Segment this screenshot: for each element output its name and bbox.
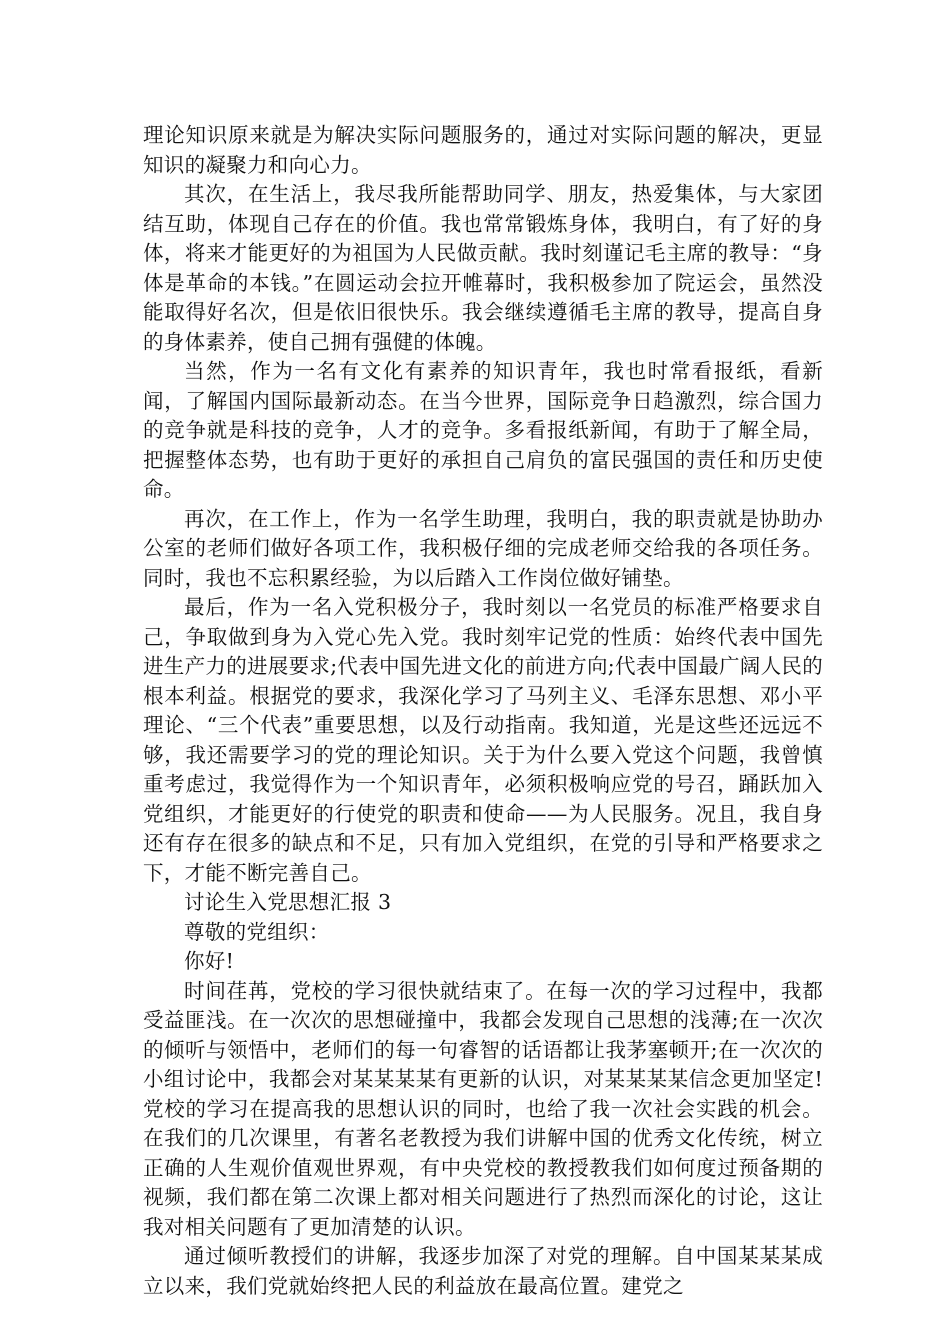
paragraph-5: 最后，作为一名入党积极分子，我时刻以一名党员的标准严格要求自己，争取做到身为入党心先入党。我时刻牢记党的性质：始终代表中国先进生产力的进展要求;代表中国先进文化的前进方向;代表中国最广阔人民的根本利益。根据党的要求，我深化学习了马列主义、毛泽东思想、邓小平理论、“三个代表”重要思想，以及行动指南。我知道，光是这些还远远不够，我还需要学习的党的理论知识。关于为什么要入党这个问题，我曾慎重考虑过，我觉得作为一个知识青年，必须积极响应党的号召，踊跃加入党组织，才能更好的行使党的职责和使命——为人民服务。况且，我自身还有存在很多的缺点和不足，只有加入党组织，在党的引导和严格要求之下，才能不断完善自己。 bbox=[143, 595, 824, 885]
paragraph-1: 理论知识原来就是为解决实际问题服务的，通过对实际问题的解决，更显知识的凝聚力和向心力。 bbox=[143, 123, 823, 177]
greeting: 你好! bbox=[184, 949, 235, 973]
paragraph-7: 通过倾听教授们的讲解，我逐步加深了对党的理解。自中国某某某成立以来，我们党就始终把人民的利益放在最高位置。建党之 bbox=[143, 1244, 823, 1298]
report-title: 讨论生入党思想汇报 3 bbox=[184, 890, 392, 914]
paragraph-3: 当然，作为一名有文化有素养的知识青年，我也时常看报纸，看新闻，了解国内国际最新动态。在当今世界，国际竞争日趋激烈，综合国力的竞争就是科技的竞争，人才的竞争。多看报纸新闻，有助于了解全局，把握整体态势，也有助于更好的承担自己肩负的富民强国的责任和历史使命。 bbox=[143, 359, 823, 501]
salutation: 尊敬的党组织： bbox=[184, 919, 330, 944]
paragraph-2: 其次，在生活上，我尽我所能帮助同学、朋友，热爱集体，与大家团结互助，体现自己存在的价值。我也常常锻炼身体，我明白，有了好的身体，将来才能更好的为祖国为人民做贡献。我时刻谨记毛主席的教导：“身体是革命的本钱。”在圆运动会拉开帷幕时，我积极参加了院运会，虽然没能取得好名次，但是依旧很快乐。我会继续遵循毛主席的教导，提高自身的身体素养，使自己拥有强健的体魄。 bbox=[143, 182, 823, 354]
paragraph-4: 再次，在工作上，作为一名学生助理，我明白，我的职责就是协助办公室的老师们做好各项工作，我积极仔细的完成老师交给我的各项任务。同时，我也不忘积累经验，为以后踏入工作岗位做好铺垫。 bbox=[143, 506, 823, 590]
document-page bbox=[143, 121, 823, 1301]
paragraph-6: 时间荏苒，党校的学习很快就结束了。在每一次的学习过程中，我都受益匪浅。在一次次的思想碰撞中，我都会发现自己思想的浅薄;在一次次的倾听与领悟中，老师们的每一句睿智的话语都让我茅塞顿开;在一次次的小组讨论中，我都会对某某某某有更新的认识，对某某某某信念更加坚定!党校的学习在提高我的思想认识的同时，也给了我一次社会实践的机会。在我们的几次课里，有著名老教授为我们讲解中国的优秀文化传统，树立正确的人生观价值观世界观，有中央党校的教授教我们如何度过预备期的视频，我们都在第二次课上都对相关问题进行了热烈而深化的讨论，这让我对相关问题有了更加清楚的认识。 bbox=[143, 978, 823, 1239]
